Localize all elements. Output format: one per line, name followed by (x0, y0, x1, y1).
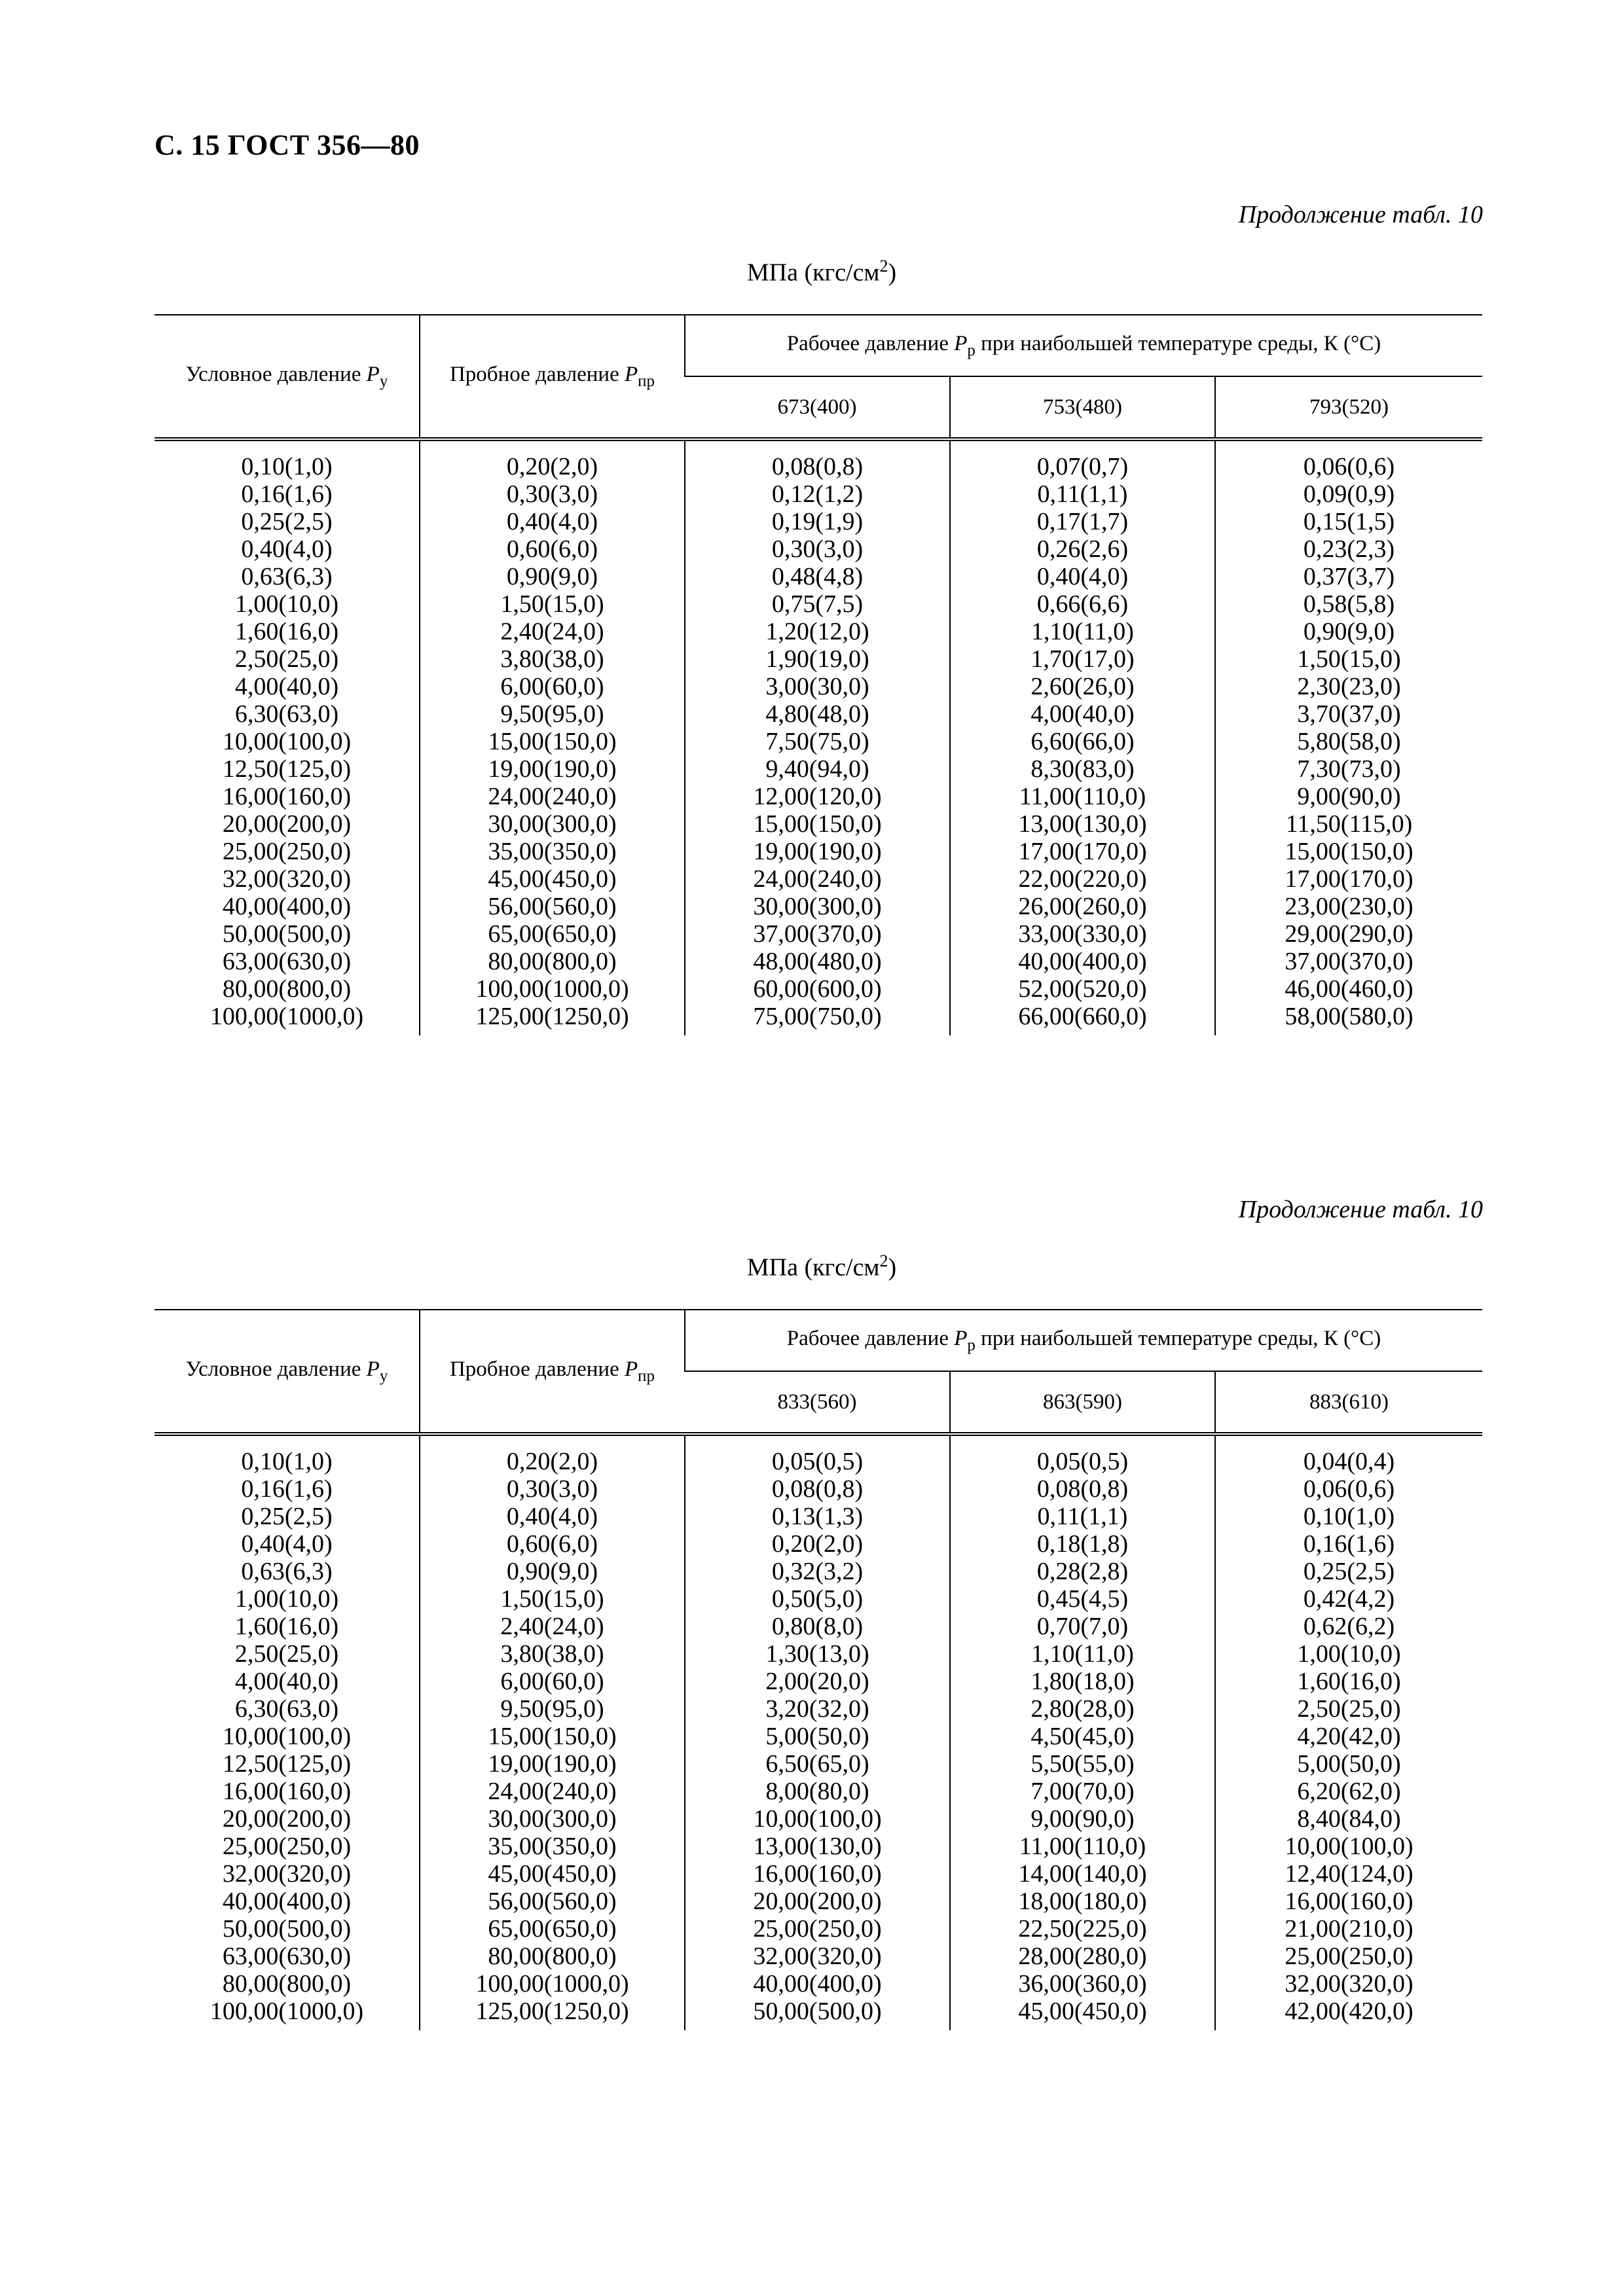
table-cell: 0,25(2,5) (1215, 1558, 1482, 1585)
table-cell: 125,00(1250,0) (420, 1003, 685, 1035)
table-row (155, 1558, 1482, 1585)
table-cell: 40,00(400,0) (222, 1888, 352, 1915)
table-row (155, 865, 1482, 893)
table-cell: 9,50(95,0) (420, 1695, 685, 1723)
table-cell: 1,00(10,0) (1215, 1640, 1482, 1668)
table-cell: 0,60(6,0) (420, 535, 685, 563)
table-cell: 6,20(62,0) (1215, 1778, 1482, 1805)
header-test-pressure: Пробное давление $P_{пр}$ (420, 1310, 685, 1434)
table-cell: 0,20(2,0) (420, 439, 685, 480)
table-cell: 0,08(0,8) (685, 439, 950, 480)
table-cell: 100,00(1000,0) (210, 1003, 364, 1030)
table-cell: 0,70(7,0) (950, 1613, 1215, 1640)
table-cell: 35,00(350,0) (420, 1833, 685, 1860)
table-row (155, 1888, 1482, 1915)
table-cell: 6,60(66,0) (950, 728, 1215, 755)
table-cell: 0,11(1,1) (950, 480, 1215, 508)
table-cell: 5,00(50,0) (1215, 1750, 1482, 1778)
table-cell: 5,00(50,0) (685, 1723, 950, 1750)
table-cell: 0,20(2,0) (420, 1434, 685, 1475)
table-cell: 0,26(2,6) (950, 535, 1215, 563)
table-row (155, 563, 1482, 590)
table-cell: 45,00(450,0) (420, 865, 685, 893)
table-row (155, 1503, 1482, 1530)
table-cell: 32,00(320,0) (1215, 1970, 1482, 1998)
table-cell: 30,00(300,0) (685, 893, 950, 920)
table-cell: 17,00(170,0) (950, 838, 1215, 865)
header-working-pressure: Рабочее давление $P_р$ при наибольшей температуре среды, К (°С) (685, 315, 1482, 376)
table-cell: 100,00(1000,0) (210, 1998, 364, 2025)
table-row (155, 1695, 1482, 1723)
table-cell: 6,50(65,0) (685, 1750, 950, 1778)
header-temp: 793(520) (1215, 376, 1482, 439)
table-cell: 20,00(200,0) (222, 1805, 352, 1833)
table-row (155, 1613, 1482, 1640)
table-cell: 100,00(1000,0) (420, 975, 685, 1003)
table-cell: 37,00(370,0) (685, 920, 950, 948)
table-row (155, 700, 1482, 728)
table-row (155, 783, 1482, 810)
header-temp: 833(560) (685, 1371, 950, 1434)
table-row (155, 439, 1482, 480)
table-cell: 11,00(110,0) (950, 1833, 1215, 1860)
table-cell: 80,00(800,0) (222, 1970, 352, 1998)
table-cell: 14,00(140,0) (950, 1860, 1215, 1888)
table-cell: 4,50(45,0) (950, 1723, 1215, 1750)
table-cell: 24,00(240,0) (685, 865, 950, 893)
table-cell: 4,80(48,0) (685, 700, 950, 728)
table-cell: 10,00(100,0) (1215, 1833, 1482, 1860)
table-cell: 0,18(1,8) (950, 1530, 1215, 1558)
table-cell: 24,00(240,0) (420, 1778, 685, 1805)
page-header: С. 15 ГОСТ 356—80 (155, 129, 420, 161)
table-cell: 24,00(240,0) (420, 783, 685, 810)
table-cell: 80,00(800,0) (222, 975, 352, 1003)
table-cell: 0,50(5,0) (685, 1585, 950, 1613)
table-cell: 10,00(100,0) (222, 1723, 352, 1750)
table-cell: 0,06(0,6) (1215, 1475, 1482, 1503)
table-cell: 16,00(160,0) (222, 783, 352, 810)
table-cell: 5,80(58,0) (1215, 728, 1482, 755)
table-cell: 16,00(160,0) (685, 1860, 950, 1888)
table-cell: 4,20(42,0) (1215, 1723, 1482, 1750)
table-cell: 0,04(0,4) (1215, 1434, 1482, 1475)
table-cell: 9,00(90,0) (1215, 783, 1482, 810)
table-cell: 1,50(15,0) (420, 1585, 685, 1613)
table-row (155, 1530, 1482, 1558)
table-row (155, 535, 1482, 563)
table-cell: 63,00(630,0) (222, 1943, 352, 1970)
table-cell: 1,00(10,0) (234, 590, 339, 618)
table-cell: 15,00(150,0) (420, 728, 685, 755)
table-cell: 0,58(5,8) (1215, 590, 1482, 618)
table-cell: 0,10(1,0) (241, 1448, 333, 1475)
table-cell: 0,05(0,5) (685, 1434, 950, 1475)
table-cell: 4,00(40,0) (950, 700, 1215, 728)
table-cell: 10,00(100,0) (222, 728, 352, 755)
table-cell: 15,00(150,0) (1215, 838, 1482, 865)
table-cell: 0,48(4,8) (685, 563, 950, 590)
table-cell: 1,20(12,0) (685, 618, 950, 645)
table-cell: 9,00(90,0) (950, 1805, 1215, 1833)
table-cell: 0,30(3,0) (685, 535, 950, 563)
table-cell: 16,00(160,0) (1215, 1888, 1482, 1915)
table-cell: 9,50(95,0) (420, 700, 685, 728)
table-cell: 1,10(11,0) (950, 618, 1215, 645)
table-row (155, 645, 1482, 673)
table-cell: 1,80(18,0) (950, 1668, 1215, 1695)
table-cell: 50,00(500,0) (222, 920, 352, 948)
table-cell: 1,60(16,0) (1215, 1668, 1482, 1695)
header-temp: 753(480) (950, 376, 1215, 439)
table-cell: 0,08(0,8) (950, 1475, 1215, 1503)
table-cell: 2,00(20,0) (685, 1668, 950, 1695)
table-cell: 0,80(8,0) (685, 1613, 950, 1640)
table-cell: 2,40(24,0) (420, 618, 685, 645)
table-cell: 1,30(13,0) (685, 1640, 950, 1668)
table-cell: 8,30(83,0) (950, 755, 1215, 783)
table-cell: 12,50(125,0) (222, 755, 352, 783)
header-test-pressure: Пробное давление $P_{пр}$ (420, 315, 685, 439)
table-row (155, 1750, 1482, 1778)
table-cell: 3,80(38,0) (420, 645, 685, 673)
table-cell: 0,40(4,0) (950, 563, 1215, 590)
table-cell: 32,00(320,0) (222, 1860, 352, 1888)
table-row (155, 1970, 1482, 1998)
table-cell: 0,10(1,0) (1215, 1503, 1482, 1530)
table-cell: 0,12(1,2) (685, 480, 950, 508)
table-cell: 35,00(350,0) (420, 838, 685, 865)
table-cell: 0,40(4,0) (241, 1530, 333, 1558)
table-continuation-label: Продолжение табл. 10 (1238, 1196, 1483, 1223)
pressure-table-2 (155, 1309, 1482, 2030)
table-row (155, 1668, 1482, 1695)
table-cell: 46,00(460,0) (1215, 975, 1482, 1003)
table-cell: 45,00(450,0) (420, 1860, 685, 1888)
table-cell: 37,00(370,0) (1215, 948, 1482, 975)
header-nominal-pressure: Условное давление $P_у$ (155, 315, 420, 439)
table-cell: 56,00(560,0) (420, 1888, 685, 1915)
table-cell: 0,16(1,6) (241, 1475, 333, 1503)
table-cell: 1,50(15,0) (420, 590, 685, 618)
table-cell: 13,00(130,0) (685, 1833, 950, 1860)
table-row (155, 1998, 1482, 2030)
table-row (155, 618, 1482, 645)
table-cell: 66,00(660,0) (950, 1003, 1215, 1035)
table-cell: 2,50(25,0) (234, 1640, 339, 1668)
table-cell: 48,00(480,0) (685, 948, 950, 975)
table-cell: 8,00(80,0) (685, 1778, 950, 1805)
table-cell: 42,00(420,0) (1215, 1998, 1482, 2030)
table-row (155, 838, 1482, 865)
table-cell: 0,90(9,0) (420, 1558, 685, 1585)
table-cell: 0,15(1,5) (1215, 508, 1482, 535)
table-cell: 5,50(55,0) (950, 1750, 1215, 1778)
table-cell: 0,06(0,6) (1215, 439, 1482, 480)
table-cell: 2,50(25,0) (1215, 1695, 1482, 1723)
table-cell: 40,00(400,0) (950, 948, 1215, 975)
table-cell: 7,50(75,0) (685, 728, 950, 755)
table-cell: 58,00(580,0) (1215, 1003, 1482, 1035)
table-cell: 0,42(4,2) (1215, 1585, 1482, 1613)
table-cell: 50,00(500,0) (685, 1998, 950, 2030)
table-cell: 2,30(23,0) (1215, 673, 1482, 700)
table-row (155, 728, 1482, 755)
table-cell: 11,00(110,0) (950, 783, 1215, 810)
table-cell: 0,08(0,8) (685, 1475, 950, 1503)
table-cell: 19,00(190,0) (685, 838, 950, 865)
table-cell: 2,80(28,0) (950, 1695, 1215, 1723)
table-cell: 1,00(10,0) (234, 1585, 339, 1613)
table-cell: 0,30(3,0) (420, 1475, 685, 1503)
table-cell: 80,00(800,0) (420, 948, 685, 975)
table-cell: 32,00(320,0) (222, 865, 352, 893)
table-cell: 32,00(320,0) (685, 1943, 950, 1970)
table-row (155, 673, 1482, 700)
table-cell: 56,00(560,0) (420, 893, 685, 920)
table-cell: 0,23(2,3) (1215, 535, 1482, 563)
table-cell: 3,00(30,0) (685, 673, 950, 700)
table-cell: 0,17(1,7) (950, 508, 1215, 535)
table-cell: 36,00(360,0) (950, 1970, 1215, 1998)
table-cell: 3,20(32,0) (685, 1695, 950, 1723)
table-row (155, 1860, 1482, 1888)
table-cell: 0,60(6,0) (420, 1530, 685, 1558)
table-cell: 19,00(190,0) (420, 1750, 685, 1778)
table-cell: 23,00(230,0) (1215, 893, 1482, 920)
table-cell: 0,25(2,5) (241, 1503, 333, 1530)
table-row (155, 1833, 1482, 1860)
table-cell: 0,28(2,8) (950, 1558, 1215, 1585)
table-cell: 0,90(9,0) (420, 563, 685, 590)
table-cell: 12,00(120,0) (685, 783, 950, 810)
table-cell: 3,70(37,0) (1215, 700, 1482, 728)
table-cell: 0,40(4,0) (420, 508, 685, 535)
header-temp: 863(590) (950, 1371, 1215, 1434)
table-cell: 0,66(6,6) (950, 590, 1215, 618)
table-cell: 2,60(26,0) (950, 673, 1215, 700)
table-cell: 65,00(650,0) (420, 1915, 685, 1943)
table-cell: 6,00(60,0) (420, 673, 685, 700)
table-row (155, 755, 1482, 783)
table-cell: 29,00(290,0) (1215, 920, 1482, 948)
table-cell: 0,37(3,7) (1215, 563, 1482, 590)
table-cell: 6,00(60,0) (420, 1668, 685, 1695)
table-cell: 1,90(19,0) (685, 645, 950, 673)
table-cell: 1,10(11,0) (950, 1640, 1215, 1668)
table-cell: 20,00(200,0) (222, 810, 352, 838)
table-cell: 30,00(300,0) (420, 1805, 685, 1833)
table-cell: 6,30(63,0) (234, 700, 339, 728)
table-cell: 2,40(24,0) (420, 1613, 685, 1640)
table-cell: 10,00(100,0) (685, 1805, 950, 1833)
table-cell: 16,00(160,0) (222, 1778, 352, 1805)
header-nominal-pressure: Условное давление $P_у$ (155, 1310, 420, 1434)
table-row (155, 893, 1482, 920)
table-cell: 0,90(9,0) (1215, 618, 1482, 645)
table-cell: 125,00(1250,0) (420, 1998, 685, 2030)
table-cell: 0,13(1,3) (685, 1503, 950, 1530)
table-cell: 25,00(250,0) (1215, 1943, 1482, 1970)
table-cell: 0,45(4,5) (950, 1585, 1215, 1613)
table-cell: 13,00(130,0) (950, 810, 1215, 838)
table-continuation-label: Продолжение табл. 10 (1238, 201, 1483, 228)
table-cell: 7,00(70,0) (950, 1778, 1215, 1805)
table-cell: 0,40(4,0) (420, 1503, 685, 1530)
table-cell: 63,00(630,0) (222, 948, 352, 975)
header-temp: 673(400) (685, 376, 950, 439)
table-cell: 3,80(38,0) (420, 1640, 685, 1668)
table-cell: 0,75(7,5) (685, 590, 950, 618)
table-cell: 8,40(84,0) (1215, 1805, 1482, 1833)
table-row (155, 1915, 1482, 1943)
table-cell: 18,00(180,0) (950, 1888, 1215, 1915)
table-row (155, 1640, 1482, 1668)
table-cell: 0,32(3,2) (685, 1558, 950, 1585)
pressure-table-1 (155, 314, 1482, 1035)
table-row (155, 1723, 1482, 1750)
table-cell: 0,62(6,2) (1215, 1613, 1482, 1640)
table-cell: 1,70(17,0) (950, 645, 1215, 673)
table-cell: 30,00(300,0) (420, 810, 685, 838)
table-cell: 0,09(0,9) (1215, 480, 1482, 508)
table-cell: 0,10(1,0) (241, 453, 333, 480)
header-working-pressure: Рабочее давление $P_р$ при наибольшей температуре среды, К (°С) (685, 1310, 1482, 1371)
table-cell: 25,00(250,0) (685, 1915, 950, 1943)
table-cell: 40,00(400,0) (685, 1970, 950, 1998)
table-cell: 60,00(600,0) (685, 975, 950, 1003)
table-cell: 6,30(63,0) (234, 1695, 339, 1723)
table-cell: 9,40(94,0) (685, 755, 950, 783)
table-row (155, 1585, 1482, 1613)
table-row (155, 975, 1482, 1003)
table-row (155, 810, 1482, 838)
table-cell: 0,11(1,1) (950, 1503, 1215, 1530)
table-cell: 22,50(225,0) (950, 1915, 1215, 1943)
table-cell: 4,00(40,0) (234, 673, 339, 700)
table-cell: 50,00(500,0) (222, 1915, 352, 1943)
table-unit-label: МПа $(кгс/см^2)$ (746, 1251, 897, 1282)
table-unit-label: МПа $(кгс/см^2)$ (746, 257, 897, 287)
table-row (155, 1003, 1482, 1035)
table-cell: 0,16(1,6) (241, 480, 333, 508)
table-row (155, 1434, 1482, 1475)
table-cell: 1,60(16,0) (234, 1613, 339, 1640)
table-cell: 25,00(250,0) (222, 1833, 352, 1860)
table-cell: 65,00(650,0) (420, 920, 685, 948)
table-cell: 40,00(400,0) (222, 893, 352, 920)
table-cell: 0,16(1,6) (1215, 1530, 1482, 1558)
table-cell: 33,00(330,0) (950, 920, 1215, 948)
table-cell: 15,00(150,0) (420, 1723, 685, 1750)
table-row (155, 508, 1482, 535)
header-temp: 883(610) (1215, 1371, 1482, 1434)
table-cell: 11,50(115,0) (1215, 810, 1482, 838)
table-cell: 2,50(25,0) (234, 645, 339, 673)
table-row (155, 480, 1482, 508)
table-cell: 22,00(220,0) (950, 865, 1215, 893)
table-cell: 0,20(2,0) (685, 1530, 950, 1558)
table-cell: 0,40(4,0) (241, 535, 333, 563)
table-cell: 12,40(124,0) (1215, 1860, 1482, 1888)
table-cell: 0,63(6,3) (241, 563, 333, 590)
table-row (155, 590, 1482, 618)
table-row (155, 1778, 1482, 1805)
table-cell: 21,00(210,0) (1215, 1915, 1482, 1943)
table-cell: 25,00(250,0) (222, 838, 352, 865)
table-row (155, 1943, 1482, 1970)
table-cell: 45,00(450,0) (950, 1998, 1215, 2030)
table-cell: 20,00(200,0) (685, 1888, 950, 1915)
table-cell: 28,00(280,0) (950, 1943, 1215, 1970)
table-cell: 12,50(125,0) (222, 1750, 352, 1778)
table-cell: 7,30(73,0) (1215, 755, 1482, 783)
table-cell: 15,00(150,0) (685, 810, 950, 838)
table-row (155, 948, 1482, 975)
table-row (155, 1805, 1482, 1833)
table-cell: 26,00(260,0) (950, 893, 1215, 920)
table-cell: 0,30(3,0) (420, 480, 685, 508)
table-row (155, 920, 1482, 948)
table-cell: 17,00(170,0) (1215, 865, 1482, 893)
table-cell: 0,07(0,7) (950, 439, 1215, 480)
table-cell: 0,19(1,9) (685, 508, 950, 535)
table-cell: 80,00(800,0) (420, 1943, 685, 1970)
table-cell: 1,60(16,0) (234, 618, 339, 645)
table-cell: 0,25(2,5) (241, 508, 333, 535)
table-cell: 75,00(750,0) (685, 1003, 950, 1035)
table-cell: 52,00(520,0) (950, 975, 1215, 1003)
table-cell: 100,00(1000,0) (420, 1970, 685, 1998)
table-cell: 4,00(40,0) (234, 1668, 339, 1695)
table-row (155, 1475, 1482, 1503)
table-cell: 1,50(15,0) (1215, 645, 1482, 673)
table-cell: 19,00(190,0) (420, 755, 685, 783)
table-cell: 0,63(6,3) (241, 1558, 333, 1585)
table-cell: 0,05(0,5) (950, 1434, 1215, 1475)
